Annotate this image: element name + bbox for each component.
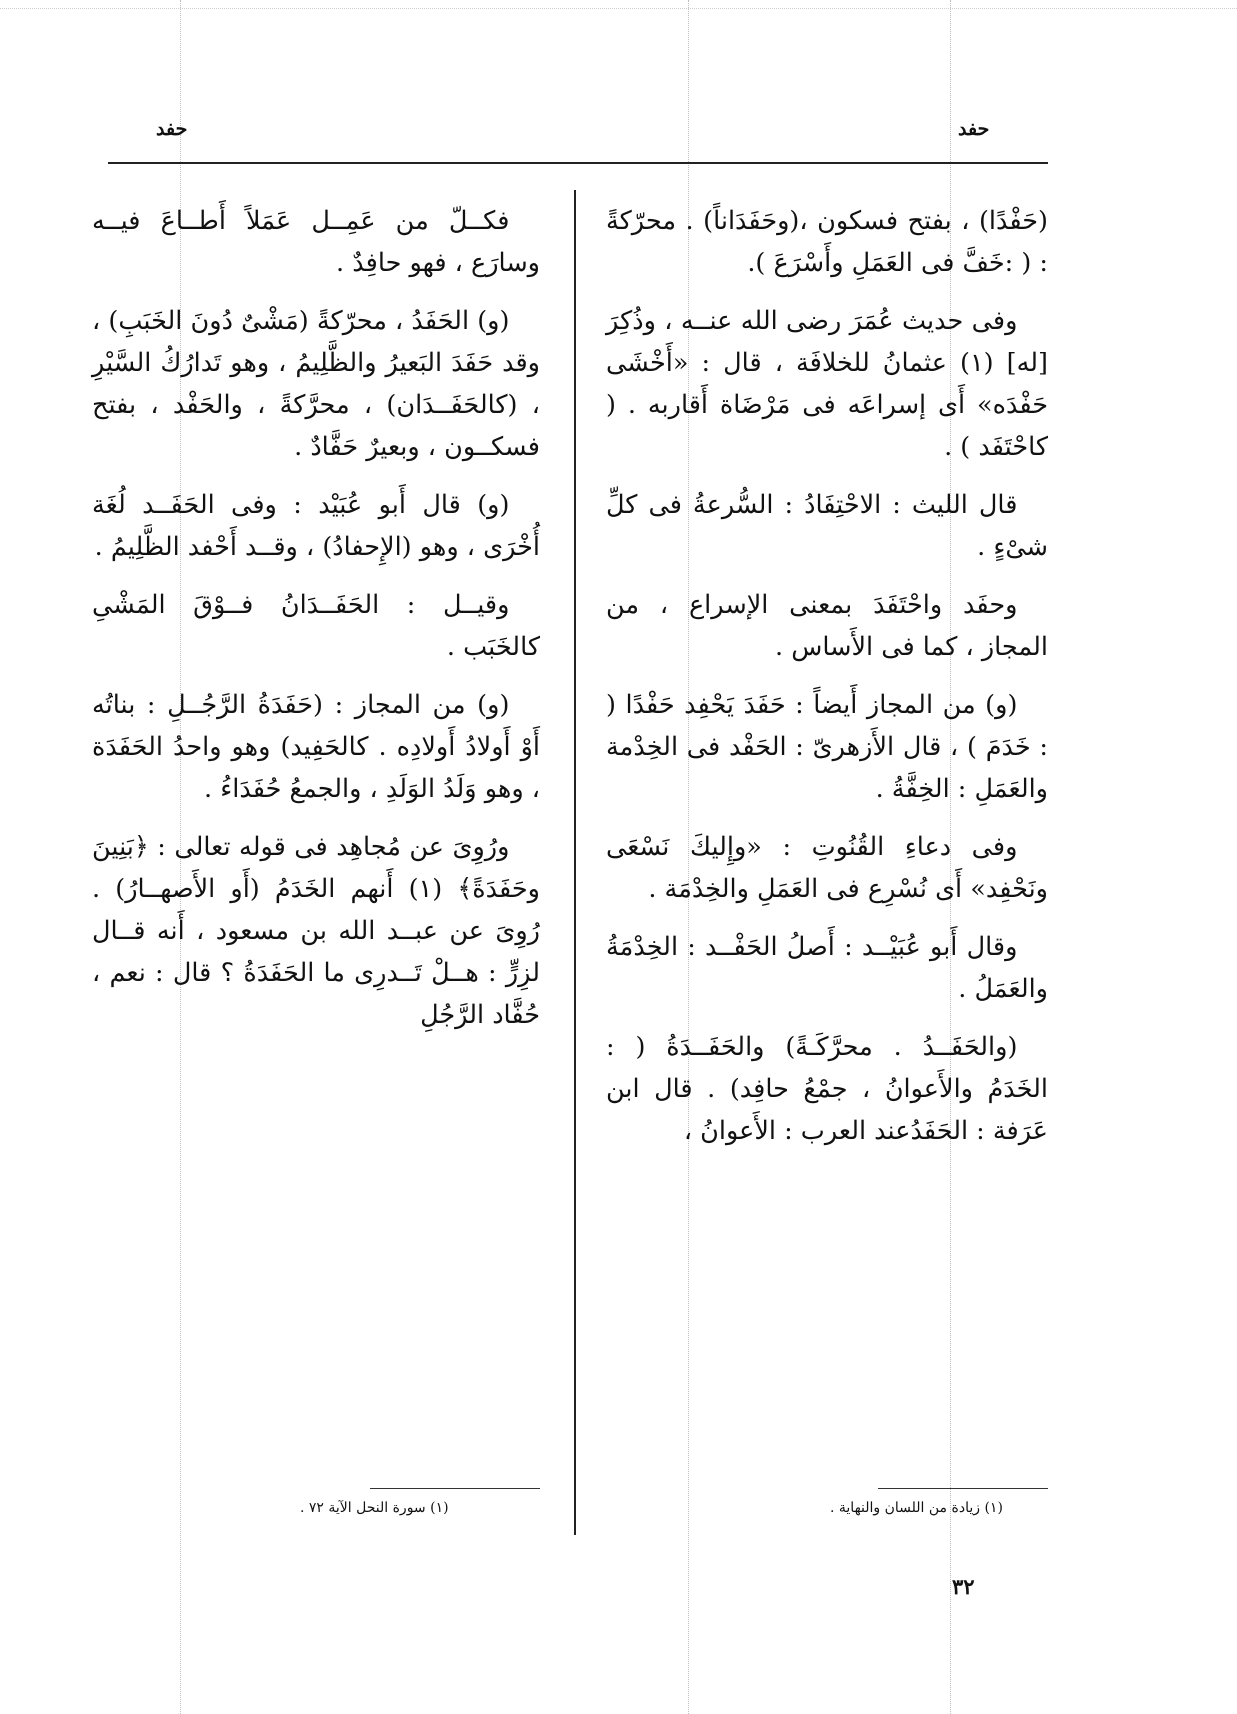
right-column [606,200,1048,1168]
paragraph: وقيــل : الحَفَــدَانُ فــوْقَ المَشْىِ كالخَبَب . [92,590,540,662]
paragraph: وفى دعاءِ القُنُوتِ : «وإِليكَ نَسْعَى ونَحْفِد» أَى نُسْرِع فى العَمَلِ والخِدْمَة . [606,832,1048,904]
header-rule [108,162,1048,164]
paragraph: (والحَفَــدُ . محرَّكَـةً) والحَفَــدَةُ ( : الخَدَمُ والأَعوانُ ، جمْعُ حافِد) . قال ابن عَرَفة : الحَفَدُعند العرب : الأَعوانُ ، [606,1032,1048,1146]
left-column [92,200,540,1052]
footnote-rule-right [878,1488,1048,1489]
paragraph: وقال أَبو عُبَيْــد : أَصلُ الحَفْــد : الخِدْمَةُ والعَمَلُ . [606,932,1048,1004]
paragraph: (و) من المجاز أَيضاً : حَفَدَ يَحْفِد حَفْدًا ( : خَدَمَ ) ، قال الأَزهرىّ : الحَفْد فى الخِدْمة والعَمَلِ : الخِفَّةُ . [606,690,1048,804]
scan-guide-top [0,8,1237,9]
paragraph: وفى حديث عُمَرَ رضى الله عنــه ، وذُكِرَ [له] (١) عثمانُ للخلافَة ، قال : «أَخْشَى حَفْدَه» أَى إسراعَه فى مَرْضَاة أَقاربه . ( كاحْتَفَد ) . [606,306,1048,462]
paragraph: (و) قال أَبو عُبَيْد : وفى الحَفَــد لُغَة أُخْرَى ، وهو (الإِحفادُ) ، وقــد أَحْفد الظَّلِيمُ . [92,490,540,562]
column-divider [574,190,576,1535]
paragraph: (و) من المجاز : (حَفَدَةُ الرَّجُــلِ : بناتُه أَوْ أَولادُ أَولادِه . كالحَفِيد) وهو واحدُ الحَفَدَة ، وهو وَلَدُ الوَلَدِ ، والجمعُ حُفَدَاءُ . [92,690,540,804]
footnote-right: (١) زيادة من اللسان والنهاية . [830,1500,1003,1516]
paragraph: (حَفْدًا) ، بفتح فسكون ،(وحَفَدَاناً) . محرّكةً : ( :خَفَّ فى العَمَلِ وأَسْرَعَ ). [606,206,1048,278]
page-number: ٣٢ [952,1574,975,1599]
paragraph: وحفَد واحْتَفَدَ بمعنى الإسراع ، من المجاز ، كما فى الأَساس . [606,590,1048,662]
paragraph: فكــلّ من عَمِــل عَمَلاً أَطــاعَ فيــه وسارَع ، فهو حافِدٌ . [92,206,540,278]
footnote-left: (١) سورة النحل الآية ٧٢ . [300,1500,449,1516]
paragraph: قال الليث : الاحْتِفَادُ : السُّرعةُ فى كلِّ شىْءٍ . [606,490,1048,562]
header-word-left: حفد [156,118,188,140]
header-word-right: حفد [958,118,990,140]
paragraph: (و) الحَفَدُ ، محرّكةً (مَشْىٌ دُونَ الخَبَبِ) ، وقد حَفَدَ البَعيرُ والظَّلِيمُ ، وهو تَدارُكُ السَّيْرِ ، (كالحَفَــدَان) ، محرَّكةً ، والحَفْد ، بفتح فسكــون ، وبعيرٌ حَفَّادٌ . [92,306,540,462]
footnote-rule-left [370,1488,540,1489]
paragraph: ورُوِىَ عن مُجاهِد فى قوله تعالى : ﴿بَنِينَ وحَفَدَةً﴾ (١) أَنهم الخَدَمُ (أَو الأَصهــارُ) . رُوِىَ عن عبــد الله بن مسعود ، أَنه قــال لزِرٍّ : هــلْ تَــدرِى ما الحَفَدَةُ ؟ قال : نعم ، حُفَّاد الرَّجُلِ [92,832,540,1030]
